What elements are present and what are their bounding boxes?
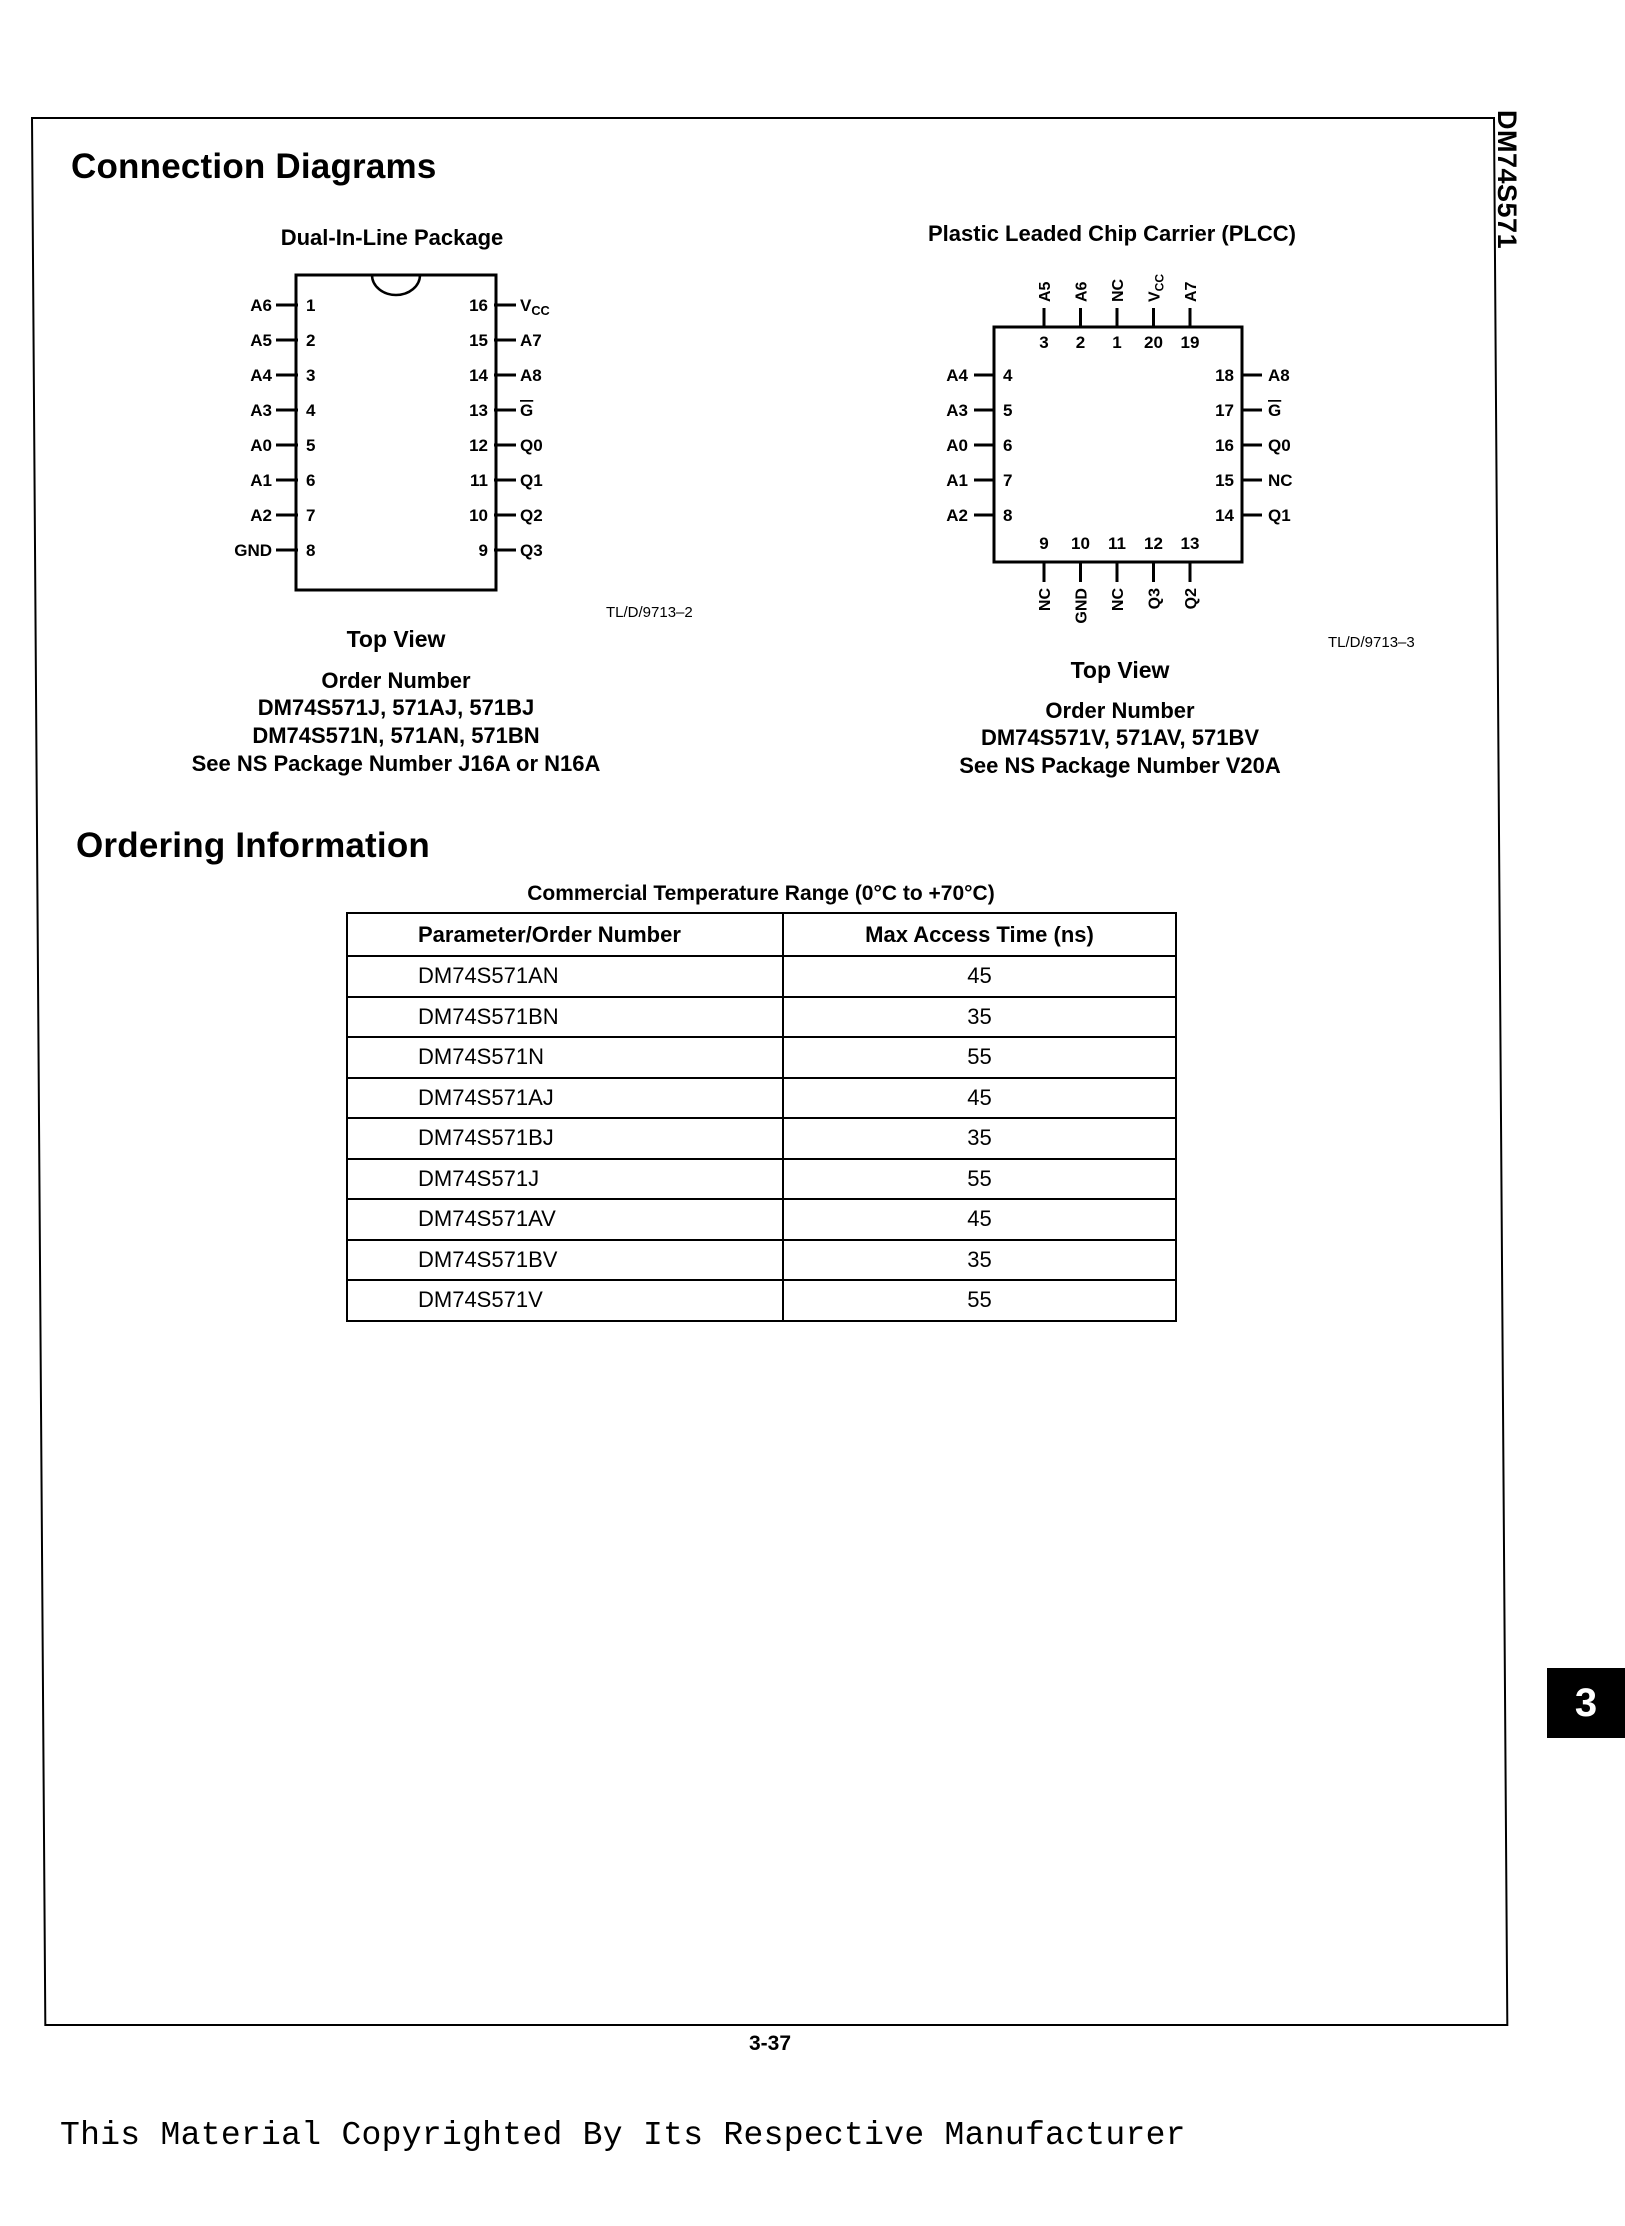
plcc-figure-id: TL/D/9713–3: [1328, 634, 1415, 651]
part-number-cell: DM74S571BN: [347, 997, 783, 1038]
plcc-right-pins: [1215, 366, 1292, 525]
plcc-pin-label-vcc: $V_{CC}$: [1146, 273, 1167, 302]
plcc-pin-number: 14: [1215, 506, 1234, 525]
plcc-pin-label-nc: NC: [1037, 588, 1054, 612]
dip-pin-number: 4: [306, 401, 316, 420]
plcc-pin-number: 10: [1071, 534, 1090, 553]
access-time-cell: 55: [783, 1280, 1176, 1321]
dip-order-line2: DM74S571N, 571AN, 571BN: [252, 723, 540, 748]
table-row: [347, 1078, 1176, 1119]
plcc-title: Plastic Leaded Chip Carrier (PLCC): [928, 221, 1296, 246]
plcc-bottom-pins: [1037, 534, 1200, 624]
col-header-part: Parameter/Order Number: [347, 913, 783, 956]
dip-pin-number: 16: [469, 296, 488, 315]
dip-pin-number: 9: [478, 541, 488, 560]
part-number-cell: DM74S571N: [347, 1037, 783, 1078]
dip-order-heading: Order Number: [321, 668, 471, 693]
plcc-pin-label-gnd: GND: [1073, 588, 1091, 624]
plcc-pin-label-q2: Q2: [1183, 588, 1200, 610]
table-row: [347, 1280, 1176, 1321]
ordering-heading: Ordering Information: [76, 826, 430, 865]
dip-pin-label-a4: A4: [250, 366, 272, 385]
table-row: [347, 956, 1176, 997]
ordering-caption: Commercial Temperature Range (0°C to +70°C): [527, 882, 995, 905]
dip-pin-label-a0: A0: [250, 436, 272, 455]
connection-heading: Connection Diagrams: [71, 147, 437, 186]
plcc-pin-label-q0: Q0: [1268, 436, 1291, 455]
ordering-table: [346, 912, 1177, 1322]
plcc-pin-number: 12: [1144, 534, 1163, 553]
dip-pin-number: 15: [469, 331, 488, 350]
plcc-pin-number: 13: [1180, 534, 1200, 553]
table-row: [347, 1118, 1176, 1159]
dip-pin-number: 2: [306, 331, 316, 350]
dip-diagram: [220, 265, 600, 605]
dip-pin-label-a6: A6: [250, 296, 272, 315]
plcc-pin-number: 3: [1039, 333, 1049, 352]
side-part-label: DM74S571: [1492, 110, 1522, 250]
table-row: [347, 997, 1176, 1038]
dip-pin-label-a8: A8: [520, 366, 542, 385]
table-row: [347, 1037, 1176, 1078]
dip-pin-label-gnd: GND: [234, 541, 272, 560]
dip-view-label: Top View: [346, 626, 446, 652]
access-time-cell: 55: [783, 1037, 1176, 1078]
dip-package-line: See NS Package Number J16A or N16A: [191, 751, 601, 776]
dip-pin-label-q2: Q2: [520, 506, 543, 525]
plcc-pin-label-q1: Q1: [1268, 506, 1291, 525]
access-time-cell: 45: [783, 1199, 1176, 1240]
plcc-pin-number: 11: [1108, 534, 1126, 553]
plcc-pin-number: 5: [1003, 401, 1013, 420]
plcc-pin-label-nc: NC: [1268, 471, 1293, 490]
table-row: [347, 1240, 1176, 1281]
dip-figure-id: TL/D/9713–2: [606, 604, 693, 621]
dip-pin-label-a2: A2: [250, 506, 272, 525]
plcc-pin-label-nc: NC: [1110, 278, 1127, 302]
plcc-pin-number: 19: [1180, 333, 1200, 352]
plcc-pin-number: 1: [1112, 333, 1122, 352]
plcc-pin-number: 7: [1003, 471, 1013, 490]
dip-title: Dual-In-Line Package: [280, 225, 504, 250]
dip-pin-label-a7: A7: [520, 331, 542, 350]
access-time-cell: 45: [783, 956, 1176, 997]
part-number-cell: DM74S571J: [347, 1159, 783, 1200]
part-number-cell: DM74S571V: [347, 1280, 783, 1321]
section-tab: 3: [1547, 1668, 1625, 1738]
dip-pin-number: 11: [470, 471, 488, 490]
part-number-cell: DM74S571AN: [347, 956, 783, 997]
dip-pin-label-q1: Q1: [520, 471, 543, 490]
plcc-pin-number: 6: [1003, 436, 1013, 455]
dip-pin-number: 3: [306, 366, 316, 385]
plcc-pin-number: 4: [1003, 366, 1013, 385]
plcc-pin-number: 18: [1215, 366, 1234, 385]
plcc-pin-label-a0: A0: [946, 436, 968, 455]
plcc-pin-label-q3: Q3: [1146, 588, 1164, 610]
col-header-time: Max Access Time (ns): [783, 913, 1176, 956]
plcc-top-pins: [1037, 274, 1200, 352]
plcc-pin-label-a8: A8: [1268, 366, 1290, 385]
plcc-package-line: See NS Package Number V20A: [959, 753, 1281, 778]
dip-pin-number: 1: [306, 296, 316, 315]
dip-right-pins: [469, 296, 550, 560]
dip-pin-number: 7: [306, 506, 316, 525]
plcc-pin-number: 17: [1215, 401, 1234, 420]
plcc-view-label: Top View: [1070, 657, 1170, 683]
table-row: [347, 1159, 1176, 1200]
plcc-pin-label-g: G: [1268, 401, 1282, 420]
dip-pin-number: 13: [469, 401, 488, 420]
dip-pin-number: 12: [469, 436, 488, 455]
plcc-pin-number: 16: [1215, 436, 1234, 455]
plcc-order-line1: DM74S571V, 571AV, 571BV: [980, 725, 1260, 750]
part-number-cell: DM74S571AV: [347, 1199, 783, 1240]
plcc-pin-number: 15: [1215, 471, 1234, 490]
access-time-cell: 55: [783, 1159, 1176, 1200]
dip-pin-number: 5: [306, 436, 316, 455]
plcc-pin-label-a5: A5: [1037, 281, 1054, 302]
copyright-footer: This Material Copyrighted By Its Respective Manufacturer: [60, 2117, 1186, 2154]
plcc-pin-number: 8: [1003, 506, 1013, 525]
plcc-order-heading: Order Number: [1045, 698, 1195, 723]
dip-pin-label-vcc: $V_{CC}$: [520, 296, 550, 318]
plcc-pin-label-nc: NC: [1110, 588, 1127, 612]
access-time-cell: 35: [783, 1240, 1176, 1281]
plcc-pin-label-a3: A3: [946, 401, 968, 420]
access-time-cell: 45: [783, 1078, 1176, 1119]
part-number-cell: DM74S571AJ: [347, 1078, 783, 1119]
table-row: [347, 1199, 1176, 1240]
dip-pin-label-a1: A1: [250, 471, 272, 490]
table-header-row: [347, 913, 1176, 956]
plcc-diagram: [920, 262, 1320, 632]
plcc-pin-number: 2: [1075, 333, 1086, 352]
dip-order-line1: DM74S571J, 571AJ, 571BJ: [257, 695, 535, 720]
plcc-pin-label-a1: A1: [946, 471, 968, 490]
plcc-pin-label-a7: A7: [1183, 281, 1200, 302]
dip-pin-label-q3: Q3: [520, 541, 543, 560]
plcc-pin-number: 20: [1144, 333, 1163, 352]
plcc-pin-label-a4: A4: [946, 366, 968, 385]
dip-pin-label-q0: Q0: [520, 436, 543, 455]
dip-left-pins: [234, 296, 316, 560]
dip-pin-number: 6: [306, 471, 316, 490]
plcc-pin-number: 9: [1039, 534, 1049, 553]
dip-pin-number: 8: [306, 541, 316, 560]
part-number-cell: DM74S571BJ: [347, 1118, 783, 1159]
access-time-cell: 35: [783, 997, 1176, 1038]
page-number: 3-37: [748, 2032, 792, 2055]
plcc-left-pins: [946, 366, 1013, 525]
dip-pin-number: 10: [469, 506, 488, 525]
plcc-pin-label-a2: A2: [946, 506, 968, 525]
part-number-cell: DM74S571BV: [347, 1240, 783, 1281]
dip-pin-label-a3: A3: [250, 401, 272, 420]
dip-pin-number: 14: [469, 366, 488, 385]
plcc-pin-label-a6: A6: [1073, 281, 1091, 302]
dip-pin-label-a5: A5: [250, 331, 272, 350]
access-time-cell: 35: [783, 1118, 1176, 1159]
dip-pin-label-g: G: [520, 401, 534, 420]
